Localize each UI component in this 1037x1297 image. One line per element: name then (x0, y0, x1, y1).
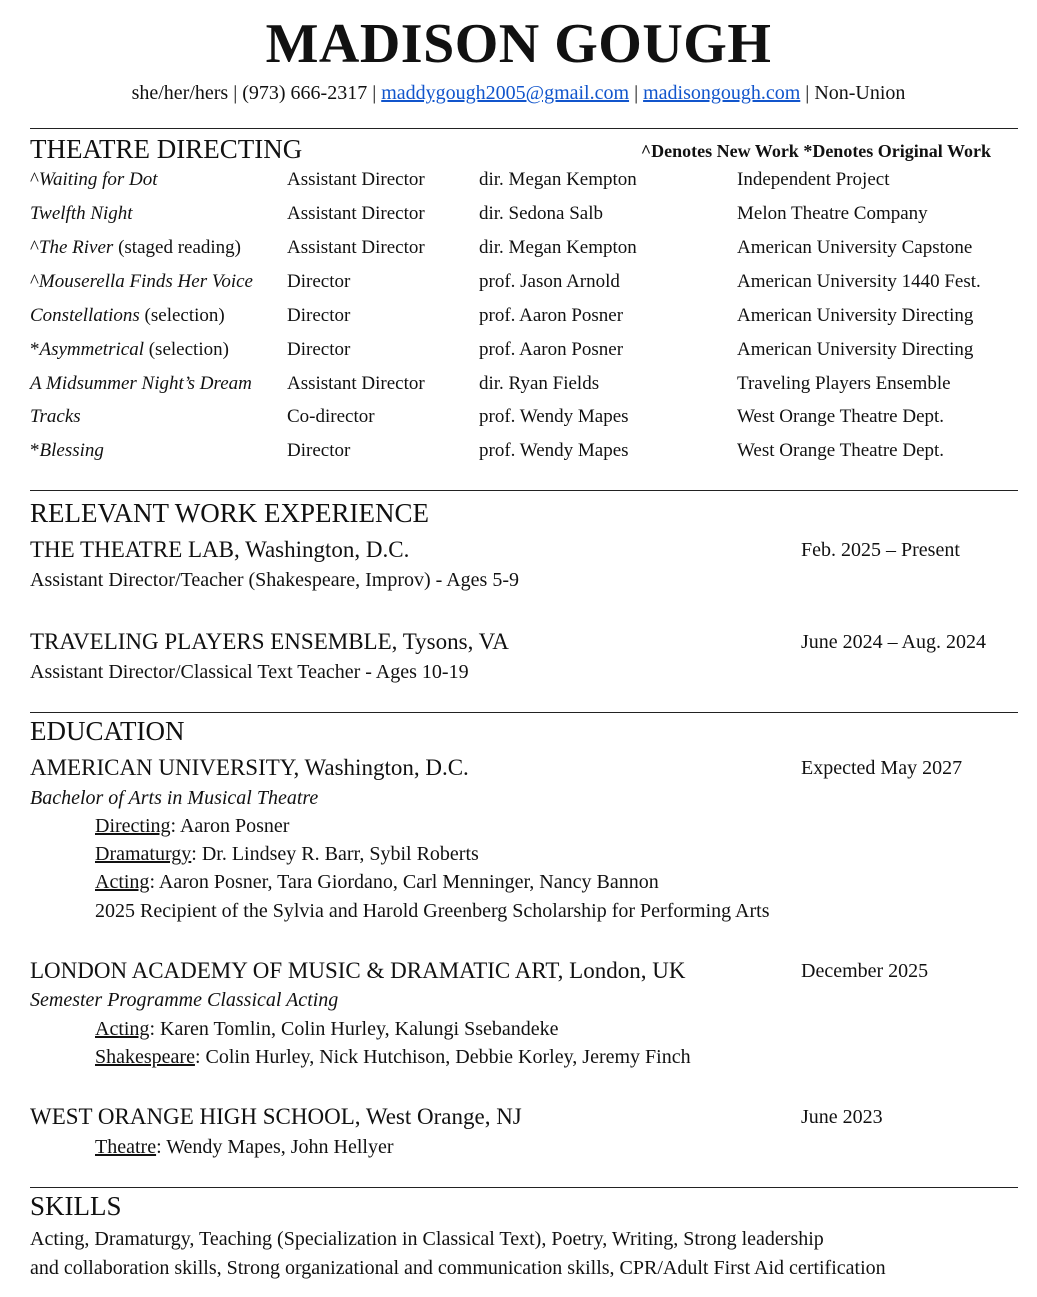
credit-role: Director (287, 271, 351, 292)
job-employer: THE THEATRE LAB, Washington, D.C. (30, 537, 410, 562)
skills-line: Acting, Dramaturgy, Teaching (Specialization in Classical Text), Poetry, Writing, Strong leadership (30, 1228, 824, 1250)
credit-show: Twelfth Night (30, 203, 133, 224)
credit-row (0, 231, 1037, 265)
credit-venue: West Orange Theatre Dept. (737, 440, 945, 461)
credit-show: Tracks (30, 406, 81, 427)
credit-row (0, 434, 1037, 468)
credit-role: Assistant Director (287, 237, 425, 258)
credit-director: prof. Jason Arnold (479, 271, 620, 292)
union-status: Non-Union (814, 82, 906, 104)
credit-director: dir. Megan Kempton (479, 237, 637, 258)
work-legend: ^Denotes New Work *Denotes Original Work (640, 141, 991, 161)
pronouns: she/her/hers (131, 82, 229, 104)
job-dates: June 2024 – Aug. 2024 (801, 631, 986, 653)
credit-row (0, 197, 1037, 231)
school-name: LONDON ACADEMY OF MUSIC & DRAMATIC ART, London, UK (30, 958, 686, 983)
candidate-name: MADISON GOUGH (265, 13, 772, 75)
school-dates: Expected May 2027 (801, 757, 963, 779)
teacher-line: Shakespeare: Colin Hurley, Nick Hutchison, Debbie Korley, Jeremy Finch (95, 1046, 691, 1068)
credit-show: Constellations (selection) (30, 305, 225, 326)
credit-venue: American University Directing (737, 339, 974, 360)
education-section-title: EDUCATION (30, 716, 185, 746)
credit-row (0, 163, 1037, 197)
credit-venue: American University 1440 Fest. (737, 271, 981, 292)
credit-venue: Independent Project (737, 169, 890, 190)
school-name: AMERICAN UNIVERSITY, Washington, D.C. (30, 755, 469, 780)
section-divider (30, 712, 1018, 713)
contact-line: she/her/hers | (973) 666-2317 | maddygough2005@gmail.com | madisongough.com | Non-Union (131, 82, 906, 104)
school-dates: June 2023 (801, 1106, 883, 1128)
skills-line: and collaboration skills, Strong organizational and communication skills, CPR/Adult First Aid certification (30, 1257, 886, 1279)
section-divider (30, 128, 1018, 129)
award-line: 2025 Recipient of the Sylvia and Harold Greenberg Scholarship for Performing Arts (95, 900, 770, 922)
credit-show: A Midsummer Night’s Dream (30, 373, 252, 394)
credit-venue: Melon Theatre Company (737, 203, 928, 224)
credit-director: dir. Megan Kempton (479, 169, 637, 190)
credit-role: Director (287, 339, 351, 360)
credit-director: prof. Wendy Mapes (479, 406, 629, 427)
credit-role: Assistant Director (287, 373, 425, 394)
credit-director: prof. Wendy Mapes (479, 440, 629, 461)
credit-role: Director (287, 440, 351, 461)
phone: (973) 666-2317 (242, 82, 368, 104)
teacher-line: Directing: Aaron Posner (95, 815, 290, 837)
credit-row (0, 333, 1037, 367)
email-link[interactable]: maddygough2005@gmail.com (381, 82, 630, 104)
credit-role: Director (287, 305, 351, 326)
teacher-line: Theatre: Wendy Mapes, John Hellyer (95, 1136, 394, 1158)
credit-row (0, 299, 1037, 333)
credit-row (0, 367, 1037, 401)
credit-show: ^Waiting for Dot (30, 169, 158, 190)
job-dates: Feb. 2025 – Present (801, 539, 960, 561)
job-position: Assistant Director/Teacher (Shakespeare, Improv) - Ages 5-9 (30, 569, 519, 591)
credit-show: ^The River (staged reading) (30, 237, 241, 258)
credit-venue: American University Capstone (737, 237, 973, 258)
teacher-line: Acting: Aaron Posner, Tara Giordano, Carl Menninger, Nancy Bannon (95, 871, 659, 893)
school-dates: December 2025 (801, 960, 929, 982)
directing-section-title: THEATRE DIRECTING (30, 134, 303, 164)
credit-venue: Traveling Players Ensemble (737, 373, 951, 394)
credit-show: *Asymmetrical (selection) (30, 339, 229, 360)
teacher-line: Acting: Karen Tomlin, Colin Hurley, Kalungi Ssebandeke (95, 1018, 559, 1040)
teacher-line: Dramaturgy: Dr. Lindsey R. Barr, Sybil Roberts (95, 843, 479, 865)
job-employer: TRAVELING PLAYERS ENSEMBLE, Tysons, VA (30, 629, 509, 654)
website-link[interactable]: madisongough.com (643, 82, 801, 104)
school-name: WEST ORANGE HIGH SCHOOL, West Orange, NJ (30, 1104, 522, 1129)
credit-director: dir. Sedona Salb (479, 203, 604, 224)
credit-row (0, 265, 1037, 299)
skills-text (30, 1225, 1020, 1283)
credit-director: prof. Aaron Posner (479, 305, 624, 326)
section-divider (30, 490, 1018, 491)
skills-section-title: SKILLS (30, 1191, 122, 1221)
degree: Bachelor of Arts in Musical Theatre (30, 787, 319, 809)
credit-venue: West Orange Theatre Dept. (737, 406, 945, 427)
section-divider (30, 1187, 1018, 1188)
credit-director: prof. Aaron Posner (479, 339, 624, 360)
degree: Semester Programme Classical Acting (30, 989, 339, 1011)
credit-row (0, 400, 1037, 434)
work-section-title: RELEVANT WORK EXPERIENCE (30, 498, 430, 528)
job-position: Assistant Director/Classical Text Teacher - Ages 10-19 (30, 661, 469, 683)
credit-show: *Blessing (30, 440, 104, 461)
credit-director: dir. Ryan Fields (479, 373, 600, 394)
credit-role: Co-director (287, 406, 375, 427)
credit-role: Assistant Director (287, 203, 425, 224)
credit-venue: American University Directing (737, 305, 974, 326)
credit-role: Assistant Director (287, 169, 425, 190)
credit-show: ^Mouserella Finds Her Voice (30, 271, 253, 292)
